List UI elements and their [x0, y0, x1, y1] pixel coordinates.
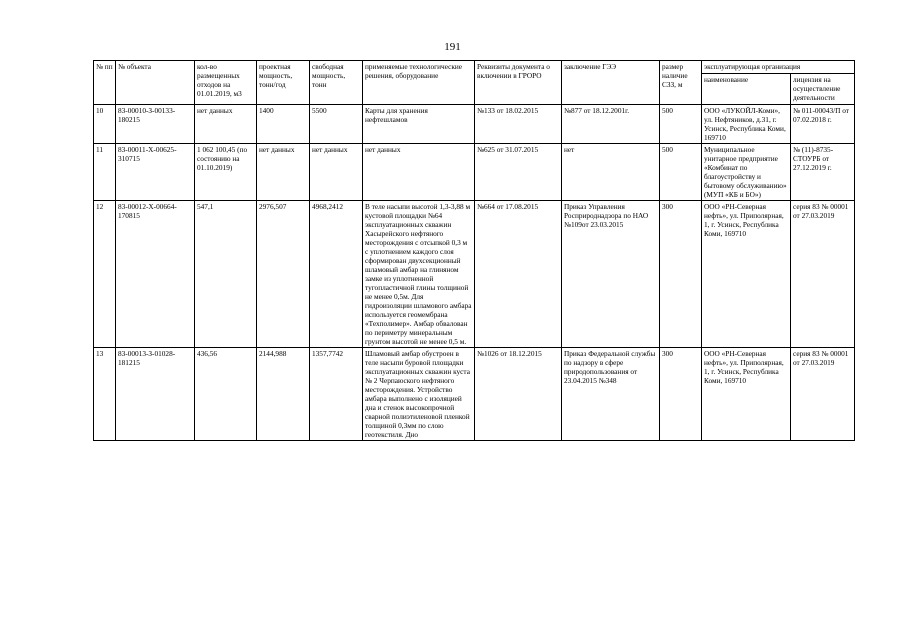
cell-sanitary-zone: 500 [660, 144, 702, 201]
header-volume: кол-во размещенных отходов на 01.01.2019, м3 [195, 61, 257, 105]
cell-object-num: 83-00013-З-01028-181215 [116, 348, 195, 441]
header-num: № пп [94, 61, 116, 105]
header-row [94, 61, 855, 74]
header-operator-name: наименование [702, 74, 791, 105]
table-row [94, 201, 855, 348]
cell-operator-name: ООО «РН-Северная нефть», ул. Приполярная, 1, г. Усинск, Республика Коми, 169710 [702, 201, 791, 348]
table-row [94, 348, 855, 441]
cell-volume: 1 062 100,45 (по состоянию на 01.10.2019) [195, 144, 257, 201]
cell-operator-name: ООО «ЛУКОЙЛ-Коми», ул. Нефтяников, д.31, г. Усинск, Республика Коми, 169710 [702, 105, 791, 144]
cell-volume: 436,56 [195, 348, 257, 441]
cell-technology: В теле насыпи высотой 1,3-3,88 м кустовой площадки №64 эксплуатационных скважин Хасырейского нефтяного месторождения с отсыпкой 0,3 м с уплотнением каждого слоя сформирован двухсекционный шламовый амбар на глиняном замке из уплотненной тугопластичной глины толщиной не менее 0,5м. Для гидроизоляции шламового амбара используется геомембрана «Техполимер». Амбар обвалован по периметру минеральным грунтом высотой не менее 0,5 м. [363, 201, 475, 348]
cell-design-capacity: 2976,507 [257, 201, 310, 348]
header-license: лицензия на осуществление деятельности [791, 74, 855, 105]
cell-document: №1026 от 18.12.2015 [475, 348, 562, 441]
cell-technology: нет данных [363, 144, 475, 201]
cell-document: №133 от 18.02.2015 [475, 105, 562, 144]
cell-free-capacity: нет данных [310, 144, 363, 201]
page-number: 191 [444, 41, 461, 53]
cell-sanitary-zone: 300 [660, 201, 702, 348]
cell-object-num: 83-00010-З-00133-180215 [116, 105, 195, 144]
cell-expertise: Приказ Управления Росприроднадзора по НАО №109от 23.03.2015 [562, 201, 660, 348]
cell-object-num: 83-00012-Х-00664-170815 [116, 201, 195, 348]
cell-expertise: №877 от 18.12.2001г. [562, 105, 660, 144]
cell-num: 10 [94, 105, 116, 144]
cell-operator-name: ООО «РН-Северная нефть», ул. Приполярная, 1, г. Усинск, Республика Коми, 169710 [702, 348, 791, 441]
table-row [94, 144, 855, 201]
waste-facility-table [93, 60, 855, 441]
cell-license: № 011-00043/П от 07.02.2018 г. [791, 105, 855, 144]
cell-expertise: нет [562, 144, 660, 201]
cell-volume: нет данных [195, 105, 257, 144]
cell-num: 12 [94, 201, 116, 348]
cell-free-capacity: 1357,7742 [310, 348, 363, 441]
header-object-num: № объекта [116, 61, 195, 105]
cell-license: серия 83 № 00001 от 27.03.2019 [791, 348, 855, 441]
header-technology: применяемые технологические решения, оборудование [363, 61, 475, 105]
cell-design-capacity: 2144,988 [257, 348, 310, 441]
header-expertise: заключение ГЭЭ [562, 61, 660, 105]
cell-design-capacity: 1400 [257, 105, 310, 144]
cell-document: №664 от 17.08.2015 [475, 201, 562, 348]
table-row [94, 105, 855, 144]
cell-free-capacity: 4968,2412 [310, 201, 363, 348]
header-sanitary-zone: размер наличие СЗЗ, м [660, 61, 702, 105]
cell-sanitary-zone: 500 [660, 105, 702, 144]
header-operator: эксплуатирующая организация [702, 61, 855, 74]
cell-object-num: 83-00011-Х-00625-310715 [116, 144, 195, 201]
cell-operator-name: Муниципальное унитарное предприятие «Комбинат по благоустройству и бытовому обслуживанию» (МУП «КБ и БО») [702, 144, 791, 201]
cell-technology: Карты для хранения нефтешламов [363, 105, 475, 144]
cell-document: №625 от 31.07.2015 [475, 144, 562, 201]
header-free-capacity: свободная мощность, тонн [310, 61, 363, 105]
header-design-capacity: проектная мощность, тонн/год [257, 61, 310, 105]
cell-license: серия 83 № 00001 от 27.03.2019 [791, 201, 855, 348]
cell-design-capacity: нет данных [257, 144, 310, 201]
cell-num: 11 [94, 144, 116, 201]
cell-free-capacity: 5500 [310, 105, 363, 144]
cell-license: № (11)-8735-СТОУРБ от 27.12.2019 г. [791, 144, 855, 201]
cell-sanitary-zone: 300 [660, 348, 702, 441]
header-document: Реквизиты документа о включении в ГРОРО [475, 61, 562, 105]
cell-num: 13 [94, 348, 116, 441]
cell-volume: 547,1 [195, 201, 257, 348]
cell-expertise: Приказ Федеральной службы по надзору в сфере природопользования от 23.04.2015 №348 [562, 348, 660, 441]
cell-technology: Шламовый амбар обустроен в теле насыпи буровой площадки эксплуатационных скважин куста № 2 Черпаюского нефтяного месторождения. Устройство амбара выполнено с изоляцией дна и стенок высокопрочной сварной полиэтиленовой пленкой толщиной 0,3мм по слою геотекстиля. Дно [363, 348, 475, 441]
